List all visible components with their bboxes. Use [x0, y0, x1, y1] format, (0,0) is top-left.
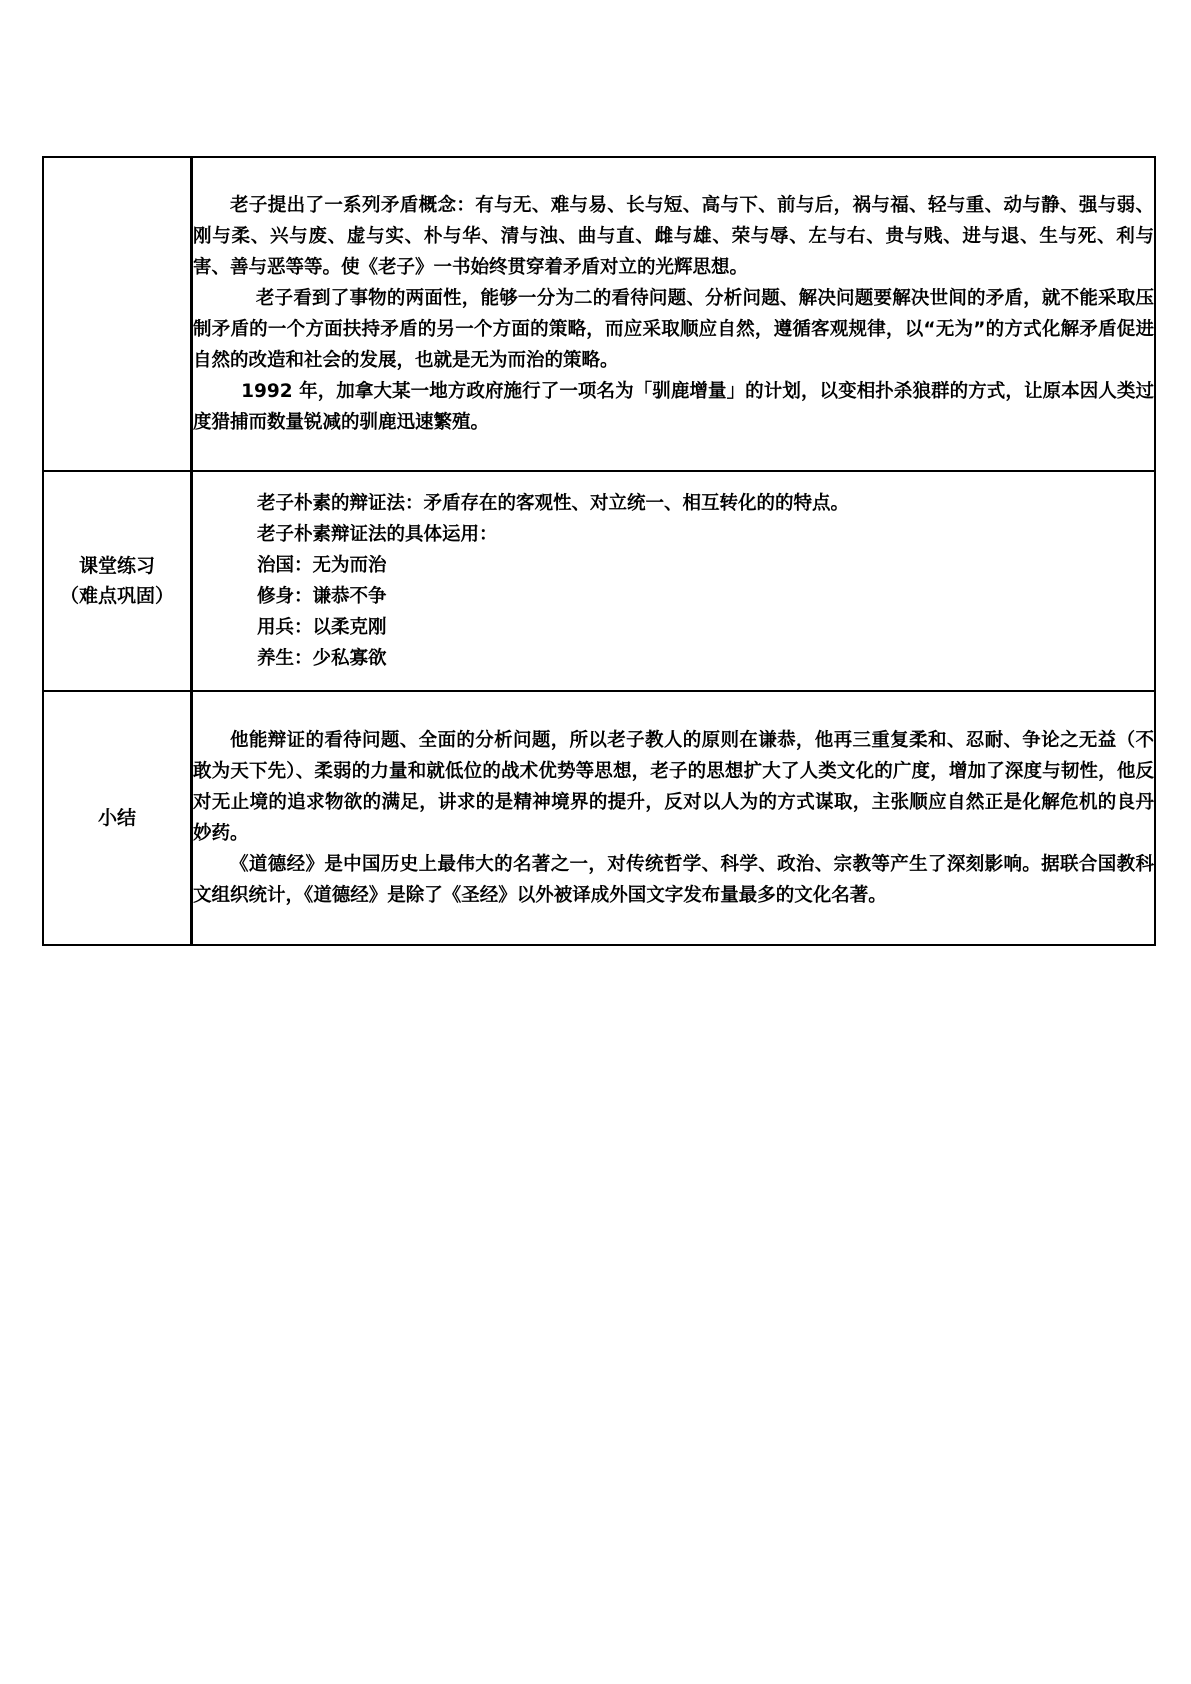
row-content-practice [192, 471, 1156, 691]
paragraph-contradiction-concepts: 老子提出了一系列矛盾概念：有与无、难与易、长与短、高与下、前与后，祸与福、轻与重、动与静、强与弱、刚与柔、兴与废、虚与实、朴与华、清与浊、曲与直、雌与雄、荣与辱、左与右、贵与贱、进与退、生与死、利与害、善与恶等等。使《老子》一书始终贯穿着矛盾对立的光辉思想。 [193, 195, 1154, 278]
table-row [43, 157, 1155, 471]
table-row [43, 691, 1155, 945]
paragraph-summary-laozi: 他能辩证的看待问题、全面的分析问题，所以老子教人的原则在谦恭，他再三重复柔和、忍耐、争论之无益（不敢为天下先）、柔弱的力量和就低位的战术优势等思想，老子的思想扩大了人类文化的广度，增加了深度与韧性，他反对无止境的追求物欲的满足，讲求的是精神境界的提升，反对以人为的方式谋取，主张顺应自然正是化解危机的良丹妙药。 [193, 730, 1154, 844]
table-row [43, 471, 1155, 691]
row-label-empty [43, 157, 192, 471]
row-content-summary [192, 691, 1156, 945]
practice-line-military: 用兵：以柔克刚 [257, 617, 387, 638]
practice-line-health: 养生：少私寡欲 [257, 648, 387, 669]
practice-line-dialectics: 老子朴素的辩证法：矛盾存在的客观性、对立统一、相互转化的的特点。 [257, 493, 850, 514]
row-label-summary: 小结 [43, 691, 192, 945]
label-practice-line1: 课堂练习 [78, 555, 155, 577]
practice-line-application: 老子朴素辩证法的具体运用： [257, 524, 498, 545]
row-label-practice [43, 471, 192, 691]
paragraph-summary-daodejing: 《道德经》是中国历史上最伟大的名著之一，对传统哲学、科学、政治、宗教等产生了深刻影响。据联合国教科文组织统计，《道德经》是除了《圣经》以外被译成外国文字发布量最多的文化名著。 [193, 854, 1154, 906]
label-practice-line2: （难点巩固） [59, 585, 174, 607]
paragraph-two-sides: 老子看到了事物的两面性，能够一分为二的看待问题、分析问题、解决问题要解决世间的矛盾，就不能采取压制矛盾的一个方面扶持矛盾的另一个方面的策略，而应采取顺应自然，遵循客观规律，以“无为”的方式化解矛盾促进自然的改造和社会的发展，也就是无为而治的策略。 [193, 288, 1154, 371]
lesson-table [42, 156, 1156, 946]
row-content-contradictions [192, 157, 1156, 471]
practice-line-self: 修身：谦恭不争 [257, 586, 387, 607]
paragraph-caribou-plan: 1992 年，加拿大某一地方政府施行了一项名为「驯鹿增量」的计划，以变相扑杀狼群的方式，让原本因人类过度猎捕而数量锐减的驯鹿迅速繁殖。 [193, 381, 1154, 433]
practice-line-govern: 治国：无为而治 [257, 555, 387, 576]
